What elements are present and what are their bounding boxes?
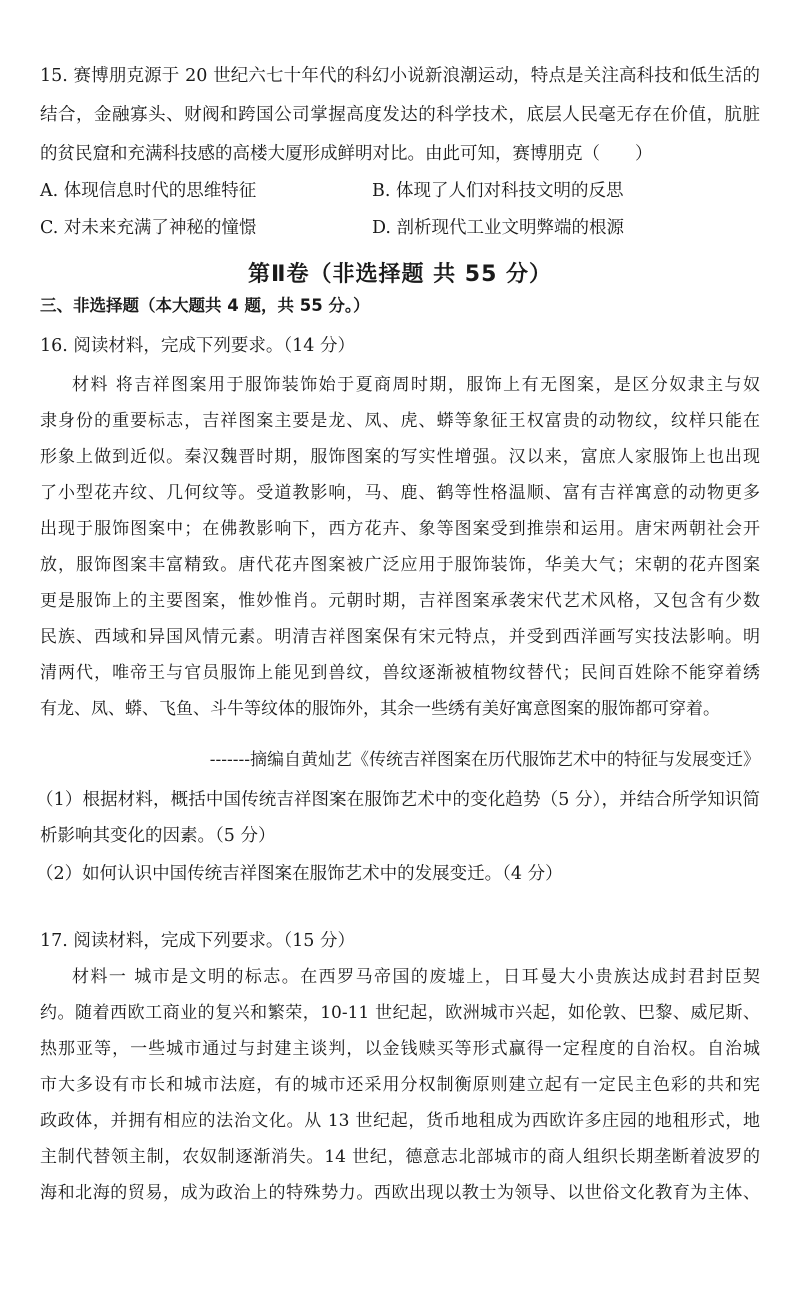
q15-option-b[interactable]: B. 体现了人们对科技文明的反思 [372,181,624,201]
q16-material-line: 材料 将吉祥图案用于服饰装饰始于夏商周时期，服饰上有无图案，是区分奴隶主与奴 [72,375,760,395]
q16-material-line: 放，服饰图案丰富精致。唐代花卉图案被广泛应用于服饰装饰，华美大气；宋朝的花卉图案 [40,555,760,575]
q15-option-c[interactable]: C. 对未来充满了神秘的憧憬 [40,218,257,238]
q15-option-a[interactable]: A. 体现信息时代的思维特征 [40,181,257,201]
q16-material-line: 了小型花卉纹、几何纹等。受道教影响，马、鹿、鹤等性格温顺、富有吉祥寓意的动物更多 [40,483,760,503]
q15-stem-line-2: 结合，金融寡头、财阀和跨国公司掌握高度发达的科学技术，底层人民毫无存在价值，肮脏 [40,105,760,125]
section3-heading: 三、非选择题（本大题共 4 题，共 55 分。） [40,296,370,315]
q17-material-line: 主制代替领主制，农奴制逐渐消失。14 世纪，德意志北部城市的商人组织长期垄断着波罗的 [40,1147,760,1167]
q16-material-line: 形象上做到近似。秦汉魏晋时期，服饰图案的写实性增强。汉以来，富庶人家服饰上也出现 [40,447,760,467]
q17-stem: 17. 阅读材料，完成下列要求。（15 分） [40,931,355,951]
q17-material-line: 海和北海的贸易，成为政治上的特殊势力。西欧出现以教士为领导、以世俗文化教育为主体、 [40,1183,760,1203]
q16-subquestion-1-line-2: 析影响其变化的因素。（5 分） [40,826,276,846]
q16-material-line: 有龙、凤、蟒、飞鱼、斗牛等纹体的服饰外，其余一些绣有美好寓意图案的服饰都可穿着。 [40,699,720,719]
q16-material-line: 清两代，唯帝王与官员服饰上能见到兽纹，兽纹逐渐被植物纹替代；民间百姓除不能穿着绣 [40,663,760,683]
q15-option-d[interactable]: D. 剖析现代工业文明弊端的根源 [372,218,625,238]
q17-material-line: 热那亚等，一些城市通过与封建主谈判，以金钱赎买等形式赢得一定程度的自治权。自治城 [40,1039,760,1059]
q16-source-citation: -------摘编自黄灿艺《传统吉祥图案在历代服饰艺术中的特征与发展变迁》 [209,750,760,770]
q15-stem-line-1: 15. 赛博朋克源于 20 世纪六七十年代的科幻小说新浪潮运动，特点是关注高科技和低生活的 [40,66,760,86]
q16-material-line: 更是服饰上的主要图案，惟妙惟肖。元朝时期，吉祥图案承袭宋代艺术风格，又包含有少数 [40,591,760,611]
q15-stem-line-3: 的贫民窟和充满科技感的高楼大厦形成鲜明对比。由此可知，赛博朋克（ ） [40,144,653,164]
q16-subquestion-1-line-1: （1）根据材料，概括中国传统吉祥图案在服饰艺术中的变化趋势（5 分），并结合所学知识简 [36,790,760,810]
q17-material-line: 市大多设有市长和城市法庭，有的城市还采用分权制衡原则建立起有一定民主色彩的共和宪 [40,1075,760,1095]
q16-subquestion-2: （2）如何认识中国传统吉祥图案在服饰艺术中的发展变迁。（4 分） [36,864,563,884]
q17-material-line: 材料一 城市是文明的标志。在西罗马帝国的废墟上，日耳曼大小贵族达成封君封臣契 [72,967,760,987]
q16-material-line: 出现于服饰图案中；在佛教影响下，西方花卉、象等图案受到推崇和运用。唐宋两朝社会开 [40,519,760,539]
q17-material-line: 政政体，并拥有相应的法治文化。从 13 世纪起，货币地租成为西欧许多庄园的地租形式，地 [40,1111,760,1131]
q16-material-line: 民族、西域和异国风情元素。明清吉祥图案保有宋元特点，并受到西洋画写实技法影响。明 [40,627,760,647]
q17-material-line: 约。随着西欧工商业的复兴和繁荣，10-11 世纪起，欧洲城市兴起，如伦敦、巴黎、威尼斯、 [40,1003,760,1023]
q16-stem: 16. 阅读材料，完成下列要求。（14 分） [40,336,355,356]
q16-material-line: 隶身份的重要标志，吉祥图案主要是龙、凤、虎、蟒等象征王权富贵的动物纹，纹样只能在 [40,411,760,431]
part2-title: 第Ⅱ卷（非选择题 共 55 分） [247,262,553,287]
